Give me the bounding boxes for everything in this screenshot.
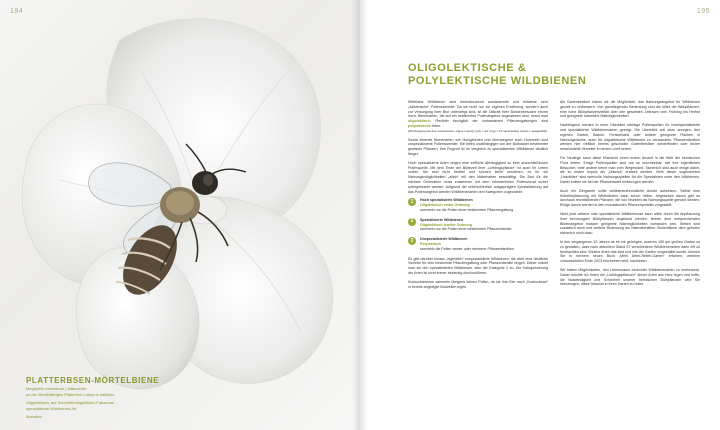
- highlight-polylektisch: polylektische: [408, 123, 431, 128]
- text: Arten.: [431, 123, 442, 128]
- category-number-badge: 3: [408, 237, 416, 245]
- text: Weibliche Wildbienen sind beeindruckend ausdauernde und teilweise sehr „wählerische“ Pollensammler. Da sie nicht nur zur eigenen Ernährung, sondern auch zur Versorgung ihrer Brut unterwegs sind, ist die Tatkraft ihrer Bürstenbesuche enorm hoch. Bienenarten, die auf ein bestimmtes Pollenangebot angewiesen sind, nennt man: [408, 100, 548, 119]
- category-subtitle: Polylektisch: [420, 241, 441, 246]
- page-number-left: 194: [10, 8, 24, 15]
- category-body: [420, 198, 513, 212]
- section-heading: [408, 62, 586, 88]
- paragraph: Hoch spezialisierte Arten zeigen eine zeitliche Abhängigkeit zu ihrer ausschließlichen Pollenquelle. Mit dem Ende der Blütezeit ihrer „Lieblingspflanze“ ist auch ihr Leben vorbei. Sie sind nicht flexibel und können leicht umziehen, es für sie Nahrungsmöglichkeiten „allein“ mit den Nisterhalten beschäftigt. Die Brut für die nächste Generation muss zusammen mit dem erforderlichen Pollenvorrat sicher untergebracht werden. Aufgrund der unterschiedlich ausgeprägten Spezialisierung auf das Pollenangebot werden Wildbienenarten drei Kategorien zugeordnet:: [408, 160, 548, 194]
- page-number-right: 195: [696, 8, 710, 15]
- paragraph: Sozial lebende Bienenarten wie Honigbienen und überwiegend auch Hummeln sind unspezialisierte Pollensammler. Sie leben unabhängiger von der Blühdauer bestimmter gewisser Pflanzen, ihre Flugzeit ist im Vergleich zu spezialisierten Wildbienen deutlich länger.: [408, 137, 548, 156]
- category-subtitle: Oligolektisch zweiter Ordnung: [420, 222, 472, 227]
- category-title: Spezialisierte Wildbienen: [420, 217, 464, 222]
- heading-line-1: OLIGOLEKTISCHE &: [408, 62, 527, 74]
- category-title: Unspezialisierte Wildbienen: [420, 237, 468, 242]
- paragraph: Als Gartenbesitzer haben wir die Möglichkeit, das Nahrungsangebot für Wildbienen gezielt zu verbessern. Von grundlegender Bedeutung sind die Wahl der Blühpflanzen, eine hohe Blühpflanzenvielfalt über den gesamten Zeitraum vom Frühling bis Herbst und geeignete naturliche Nistmöglichkeiten.: [560, 100, 700, 119]
- category-title: Hoch spezialisierte Wildbienen: [420, 198, 473, 203]
- paragraph: Kuckucksbienen sammeln übrigens keinen Pollen, da sie ihre Eier nach „Kuckucksart“ in bereits angelegte Brutzellen legen.: [408, 279, 548, 289]
- category-text: sammeln nur die Pollen einer bestimmten Pflanzenfamilie: [420, 227, 512, 232]
- category-subtitle: Oligolektisch erster Ordnung: [420, 203, 470, 208]
- category-number-badge: 2: [408, 218, 416, 226]
- text-column-2: [560, 100, 700, 291]
- category-body: [420, 218, 512, 232]
- category-item: [408, 237, 548, 251]
- category-body: [420, 237, 514, 251]
- right-page: [360, 0, 720, 430]
- paragraph: Für Neulinge kann diese Übersicht einen ersten Anstoß in die Welt der heimischen Flora liefern. Einige Pollenquellen sind nur so unscheinbar, wie ihre eigentlichen Besucher, viele andere kennt man vom Wegesrand. Sicherlich sind auch einige dabei, die im ersten Impuls als „Unkraut“ erkannt werden. Viele dieser sogenannten „Unkräuter“ sind wertvolle Nahrungsquellen für die Spezialisten unter den Wildbienen. Daher sollten sie bei der Pflanzenwahl einbezogen werden.: [560, 155, 700, 184]
- highlight-oligolektisch: oligolektisch: [408, 119, 430, 124]
- category-item: [408, 218, 548, 232]
- category-text: sammeln die Pollen zweier oder mehrerer Pflanzenfamilien: [420, 246, 514, 251]
- text: . Flexibler bezüglich der vorhandenen Pflanzengattungen sind: [429, 119, 548, 124]
- paragraph: Es gibt darüber hinaus „eigentlich“ unspezialisierte Wildbienen, die aber eine deutliche Vorliebe für eine bestimmte Pflanzengattung oder Pflanzenfamilie zeigen. Daher ordnet man sie den spezialisierten Wildbienen, also der Kategorie 2 zu. Die Kategorisierung der Arten ist nicht immer eindeutig durchzuführen.: [408, 256, 548, 275]
- heading-line-2: POLYLEKTISCHE WILDBIENEN: [408, 75, 587, 87]
- etymology-note: (Wortzeugung aus dem Griechischen: oligos = wenig | poly = viel | lego = ich sammle/lese | lektos = ausgewählt): [408, 128, 547, 133]
- paragraph: Nicht jede seltene oder spezialisierte Wildbienenart kann allein durch die Anpflanzung ihrer bevorzugten Blühpflanzen angelockt werden. Neben dem entsprechenden Blütenangebot müssen geeignete Nistmöglichkeiten vorhanden sein. Stellen sind zusätzlich auch und weitere Bedeutung als Nistmaterialien. Bodenfläche dem geboten sicherlich nicht dazu.: [560, 211, 700, 236]
- category-number-badge: 1: [408, 198, 416, 206]
- category-text: sammeln nur die Pollen einer bestimmten Pflanzengattung: [420, 207, 514, 212]
- paragraph: Auch ein Ziergarten sollte wildbienenfreundliche Areale aufweisen. Selbst eine Kübelbepflanzung mit Wildkräutern kann schon helfen. Abgesehen davon gibt es durchaus reichblühende Pflanzen, die von Insekten als Nahrungsquelle genutzt werden. Einige davon werden in den monadischen Pflanzenporträts vorgestellt.: [560, 188, 700, 208]
- caption-description-2: spezialisierte Wildbienen-Art: [26, 406, 77, 411]
- text-column-1: [408, 100, 548, 293]
- caption-subtitle-2: an der Breitblättrigen Platterbse Lathyrus latifolius: [26, 392, 115, 397]
- paragraph: Wir haben Möglichkeiten, den Lebensraum bedrohter Wildbienenarten zu verbessern. Daher möchte ich Ihnen die „Lieblingspflanzen“ dieser Arten ans Herz legen und hoffe, die Notwendigkeit und Schönheit unserer heimischen Blühpflanzen wird Sie überzeugen, diese bewusst in Ihren Garten zu holen.: [560, 267, 700, 287]
- illustration-caption: [26, 376, 226, 419]
- paragraph: [408, 100, 548, 134]
- caption-title: PLATTERBSEN-MÖRTELBIENE: [26, 376, 160, 385]
- caption-description-1: Oligolektisch, auf Schmetterlingsblütler-Fabaceae: [26, 400, 115, 405]
- paragraph: In den vergangenen 15 Jahren ist es mir gelungen, unseren 180 qm großen Garten so zu gestalten, dass nach aktuellem Stand 57 verschiedene Wildbienenarten darin mit zu beobachten sind. Welche Arten das sind und wie der Garten umgestaltet wurde, können Sie in meinem neuen Buch „Mein Arten-Retter-Garten“ erfahren, welches voraussichtlich Ende 2023 erscheinen wird, nachlesen.: [560, 239, 700, 264]
- caption-subtitle-1: Megachile ericetorum | Männchen: [26, 386, 87, 391]
- caption-credit: Illustration: [26, 415, 42, 419]
- paragraph: Nachfolgend werden in einer Übersicht wichtige Pollenquellen für hochspezialisierte und spezialisierte Wildbienenarten gezeigt. Die Übersicht soll dazu anregen, den eigenen Garten, Balkon, Fensterbank oder andere geeignete Flächen in Nahrungsräume, auch für oligolektische Wildbienen zu verwandeln. Pflanzenfamilien werden hier vielfach bereits geschickte Gartenbesitzer wiederfinden oder bisher verschmähte Verzeiter in neuem Licht sehen.: [560, 123, 700, 152]
- category-item: [408, 198, 548, 212]
